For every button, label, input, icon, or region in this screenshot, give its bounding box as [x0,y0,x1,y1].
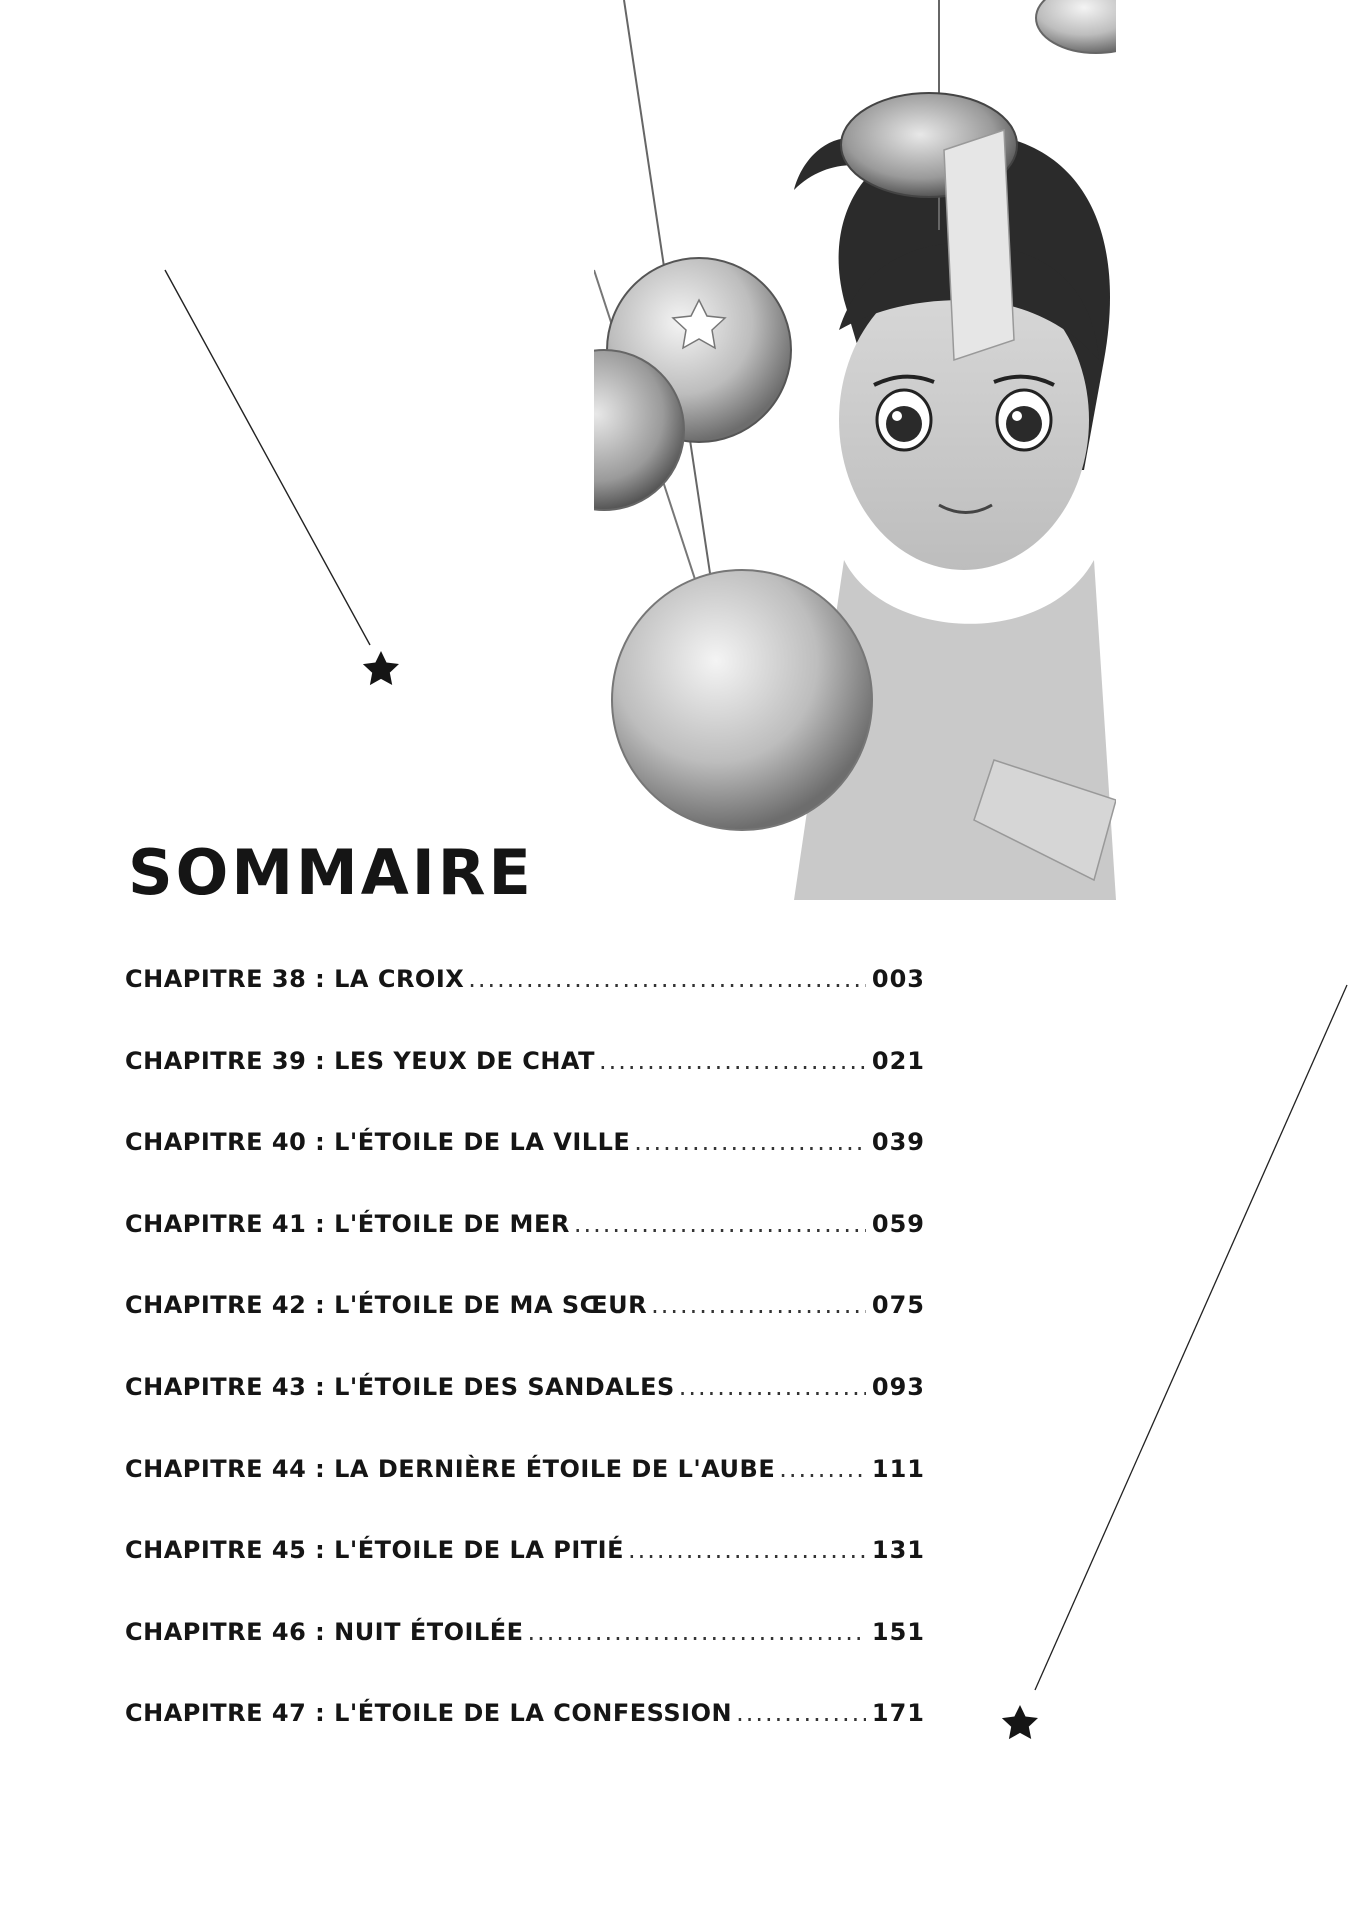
page-number: 093 [871,1372,925,1401]
page-title: SOMMAIRE [128,835,534,909]
toc-entry [125,1128,925,1210]
chapter-title: CHAPITRE 46 : NUIT ÉTOILÉE [125,1617,524,1646]
chapter-title: CHAPITRE 39 : LES YEUX DE CHAT [125,1046,596,1075]
girl-with-wind-chimes-image [594,0,1116,900]
dot-leader [468,965,866,993]
dot-leader [679,1373,866,1401]
dot-leader [651,1291,866,1319]
toc-list [125,965,925,1781]
shooting-star-line-left [165,270,370,645]
toc-entry [125,1373,925,1455]
chapter-title: CHAPITRE 42 : L'ÉTOILE DE MA SŒUR [125,1291,648,1320]
toc-entry [125,1536,925,1618]
star-icon [363,651,399,685]
page-number: 075 [871,1291,925,1320]
chapter-title: CHAPITRE 41 : L'ÉTOILE DE MER [125,1209,570,1238]
toc-entry [125,1047,925,1129]
dot-leader [599,1047,866,1075]
page-number: 003 [871,965,925,993]
toc-entry [125,1699,925,1781]
star-icon [1002,1705,1038,1739]
chapter-title: CHAPITRE 40 : L'ÉTOILE DE LA VILLE [125,1128,631,1157]
dot-leader [574,1210,866,1238]
chapter-title: CHAPITRE 38 : LA CROIX [125,965,465,993]
dot-leader [779,1455,866,1483]
chapter-title: CHAPITRE 43 : L'ÉTOILE DES SANDALES [125,1372,675,1401]
dot-leader [736,1699,866,1727]
page-number: 131 [871,1536,925,1565]
page-number: 171 [871,1699,925,1728]
cover-illustration [594,0,1116,900]
shooting-star-line-right [1035,985,1347,1690]
chapter-title: CHAPITRE 45 : L'ÉTOILE DE LA PITIÉ [125,1536,624,1565]
toc-entry [125,965,925,1047]
dot-leader [628,1536,866,1564]
dot-leader [634,1128,866,1156]
page-number: 021 [871,1046,925,1075]
chapter-title: CHAPITRE 44 : LA DERNIÈRE ÉTOILE DE L'AUBE [125,1454,776,1483]
chapter-title: CHAPITRE 47 : L'ÉTOILE DE LA CONFESSION [125,1699,733,1728]
toc-entry [125,1618,925,1700]
page-number: 039 [871,1128,925,1157]
toc-entry [125,1455,925,1537]
page-number: 111 [871,1454,925,1483]
toc-entry [125,1291,925,1373]
page-number: 151 [871,1617,925,1646]
dot-leader [528,1618,866,1646]
page-number: 059 [871,1209,925,1238]
toc-entry [125,1210,925,1292]
